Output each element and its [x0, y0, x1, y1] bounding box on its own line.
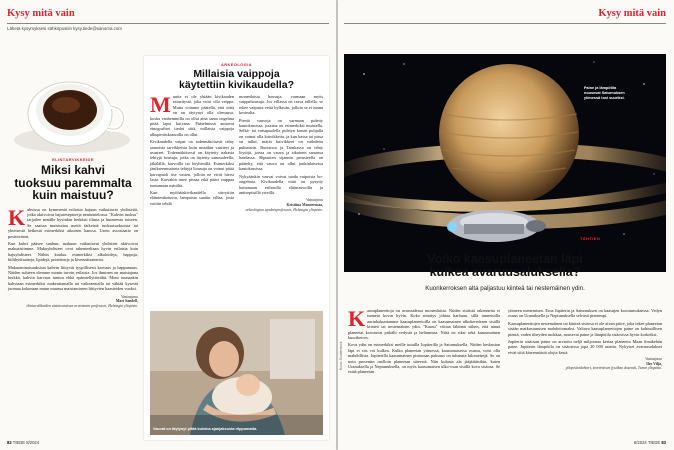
drop-cap: K	[348, 306, 366, 331]
answerer-coffee	[8, 295, 138, 309]
answerer-label: Vastaajana	[645, 357, 662, 362]
answerer-title: elintarvikkeiden aistinvaraisen arvioinnin professori, Helsingin yliopisto.	[26, 303, 138, 308]
illustration-caption	[584, 86, 625, 100]
answerer-name: Mari Sandell,	[115, 299, 138, 304]
right-page	[338, 0, 674, 450]
photo-credit: Kuva: Shutterstock	[339, 341, 343, 370]
caption-line: ytimessä tosi suuriksi.	[584, 95, 625, 100]
coffee-cup-image	[8, 48, 136, 158]
paragraph: Pieniä vauvoja on varmaan pidetty kantokassissa, jotaisia on esimerkiksi muistella. Selkä- tai vatsapuolella pidetyn kassin pohjalla on voinut olla kuivikkeita, ja kun kassa tai pissa on tullut, märät kuivikkeet on vaihdettu puhtaisiin. Ruotsissa ja Tanskassa on tehty löytöjä, joissa on vauva ja aikuinen samassa haudassa. Ripustten sijannin perusteella on päätelty, että vauva on ollut jonkinlaisessa kantokassissa.	[239, 117, 323, 172]
lead-text: Kuorikerroksen alta paljastuu kiinteä tai nestemäinen ydin.	[425, 285, 585, 292]
diaper-article-card	[144, 56, 329, 440]
left-page	[0, 0, 336, 450]
photo-caption: Vauvat on täytynyt pitää kuivina ajanjaksosta riippumatta.	[153, 427, 258, 431]
paragraph: Kun kahvi pääsee suuhun, makuun vaikuttavat yhdisteet aktivoivat makuaistimme. Makuyhdisteet ovat rakenteeltaan hyvin erilaisia kuin hajuyhdisteet. Niihin kuuluu esimerkiksi alkaloideja, happoja, hiilihydraatteja, lipidejä, proteiineja ja kivennäisaineita.	[8, 240, 138, 263]
paragraph: uutta ei ole yhtään kivikauden esineitystä, joka voisi olla vaippa. Mutta voimme päätellä, että niitä on on täytynyt olla olemassa, koska vanhemmilla on ollut aina sama ongelma pitää lapsi kuivana. Päätelmissä auttavat etnografiset tiedot siitä, millaisia vaippoja alkuperäiskansoilla on ollut.	[150, 94, 234, 137]
diaper-column-1	[150, 94, 234, 208]
answerer-space	[508, 357, 662, 371]
article-title-space	[344, 253, 666, 279]
diaper-column-2	[239, 94, 323, 212]
paragraph: Makuominaisuuksista kahvin liittyvät tyypillisesti karvaus ja happamuus. Näiden suhteen olemme monin tavoin erilaisia. Jos ihminen on maistajana herkkä, kahvin karvaus tuntuu ehkä epämiellyttävältä. Moni tuunaakin kahviaan esimerkiksi makeuttamalla tai vaikeaentalla tai vähtää kysestä juomaa kokonaan muun muassa maistamiseen liittyvien haasteiden vuoksi.	[8, 264, 138, 292]
paragraph: Kaasuplaneettojen nestemäinen tai kiinteä sisäosa ei ole aivan piiire, joka tekee planeetan sisään matkustamisen mahdottomaksi. Valtava kaasuplaneettojen paine on kohtuullisen pientä, vaden tiheyden tuokkaa, nousevat paine ja lämpötila sisäosissa hyvin korkeiksi.	[508, 320, 662, 337]
paragraph: aasuplaneettoja on avaruudessa monenlaisia. Niiden sisäistä rakennetta ei tunneta kovin hyvin. Koko nimitys johtaa harhaan, sillä tunnetuilla aurinkokuntamme kaasuplaneetoilla on kaasumainen ulkokerroksen sisällä kiinteä tai nestemäinen ydin. "Kaasu" viittaa lähinnä siihen, että nämä planeetat koostuvat pitkälti vedystä ja heliumista. Niitä on siksi sekä kaasumainen kuorikerros.	[348, 308, 500, 341]
caption-line: nousevat Saturnuksen	[584, 90, 625, 95]
coffee-article	[8, 157, 138, 308]
page-number: 83	[661, 440, 666, 445]
page-number: 82	[7, 440, 12, 445]
paragraph: Kova ydin on esimerkiksi meille tutuilla Jupiterilla ja Saturnuksella. Niiden keskustan läpi ei siis voi kulkea. Kulku planeetan ytimessä, kaasumaisessa osassa, voisi olla mahdollista. Jupiterilla kaasumainen pintaosan paksuus on tuhansia kilometrejä. Se on noin prosentin tuolloin planeetan säteestä. Niin kulusta ala jääjättäisikin, kuten Uranuksella ja Neptunuksella, on myös kaasumaisen ulko-osan sisällä kova sisäosa. Se estää planeetan	[348, 342, 500, 375]
kicker-coffee: ELINTARVIKKEIDE	[52, 157, 94, 162]
answerer-title: yliopistonlehtori, teoreettisen fysiikan dosentti, Turun yliopisto.	[565, 366, 662, 371]
title-line: kuin maistuu?	[32, 188, 114, 202]
title-line: kulkea avaruusaluksella?	[429, 265, 581, 279]
kicker-diapers: ARKEOLOGIA	[220, 62, 253, 67]
mother-baby-photo	[150, 311, 323, 435]
folio-text: 8/2024 TIEDE	[633, 440, 661, 445]
title-line: Voiko kaasuplaneetan läpi	[427, 252, 583, 266]
space-column-1	[348, 308, 500, 377]
space-column-2	[508, 308, 662, 371]
section-header-left: Kysy mitä vain	[7, 8, 75, 19]
title-line: käytettiin kivikaudella?	[179, 79, 294, 91]
title-line: tuoksuu paremmalta	[14, 175, 132, 190]
drop-cap: K	[8, 204, 26, 230]
paragraph: ytimeen menemisen. Eroa Jupiterin ja Saturnuksen on kaasujen koostumuksessa. Vedyn osuus on Uranuksella ja Neptunuksella selvästi pienempi.	[508, 308, 662, 319]
folio-right	[634, 440, 666, 445]
header-rule	[344, 23, 666, 24]
paragraph: Kivikaudella vaipat on todennäköisesti tehty samoista tarvikkeista kuin muutkin vaatteet ja asusteet. Todennäköisesti on käytetty nahasta tehtyjä housuja, jotka on täytetty sammaleella, jäkälällä, karvoilla tai höyhenillä. Esimerkiksi jänikseenmaiseta tehtyjä housuja on voinut pitää karvapuoli itse vasten, jolloin ne eivät hiersi lasta. Karvakin imee pissaa eikä pääsi vaippaa tuntumaan märältä.	[150, 139, 234, 188]
submit-question-line: Lähetä kysymyksesi sähköpostiin kysy.tiede@sanoma.com	[7, 26, 122, 31]
caption-line: Paine ja lämpötila	[584, 86, 617, 90]
article-title-diapers	[144, 69, 329, 91]
article-title-coffee	[8, 164, 138, 202]
folio-left	[7, 440, 39, 445]
paragraph: Nykyäänkin vauvat voivat saada vaipoista ho-ongelmia. Kivikaudella niitä on pysytty hoitamaan erilaisilla eläinrasvoilla ja antiseptisillä yrteillä.	[239, 173, 323, 195]
title-line: Miksi kahvi	[40, 163, 106, 177]
answerer-name: Ilro Vilja,	[646, 361, 662, 366]
title-line: Millaisia vaippoja	[193, 68, 280, 80]
folio-text: TIEDE 8/2024	[12, 440, 40, 445]
space-article-header	[344, 236, 666, 241]
drop-cap: M	[150, 92, 171, 117]
answerer-name: Kristiina Mannermaa,	[286, 202, 323, 207]
answerer-label: Vastaajana	[306, 198, 323, 203]
paragraph: Jupiterin sisäosan paine on arvioitu neljä miljoonaa kertaa planeetta Maan ilmakehän paine. Jupiterin lämpötila on sisäosissa jopa 20 000 astetta. Nykyiset avaruusalukset eivät siitä kärrennäisiä olojia kestä.	[508, 339, 662, 355]
answerer-label: Vastaajana	[121, 294, 138, 299]
answerer-diapers	[239, 198, 323, 212]
coffee-body	[8, 204, 138, 292]
section-header-right: Kysy mitä vain	[598, 8, 666, 19]
paragraph: ahvissa on kymmeniä erilaisia hajuun vaikuttavia yhdisteitä, jotka aktivoivat hajureseptoreja nenäontelossa. "Kahvin tuoksu" tarjoilee nenälle hyvinkin herkästi tilasta ja huoneesta toiseen. Se saattaa muistuttaa meitä tärkeistä tuoksutuokioista tai yhteisestä hetkestä esimerkiksi aikuisen kanssa. Usein assosiaatio on positiivinen.	[8, 206, 138, 239]
answerer-title: arkeologian apulaisprofessori, Helsingin yliopisto.	[245, 207, 323, 212]
kicker-space: TÄHTIEN	[580, 236, 601, 241]
paragraph: Kun myöhäiskivikaudella siirryttiin eläintenhoitoon, lampaista saatiin villaa, josta voitiin tehdä	[150, 189, 234, 206]
paragraph: monenlaisia housuja, varmaan myös vaippahousuja. Jos villassa on rasva tallella, se tekee vaipasta vettä hylkivän, jolloin se ei tunnu kostealta.	[239, 94, 323, 116]
header-rule	[7, 23, 329, 24]
